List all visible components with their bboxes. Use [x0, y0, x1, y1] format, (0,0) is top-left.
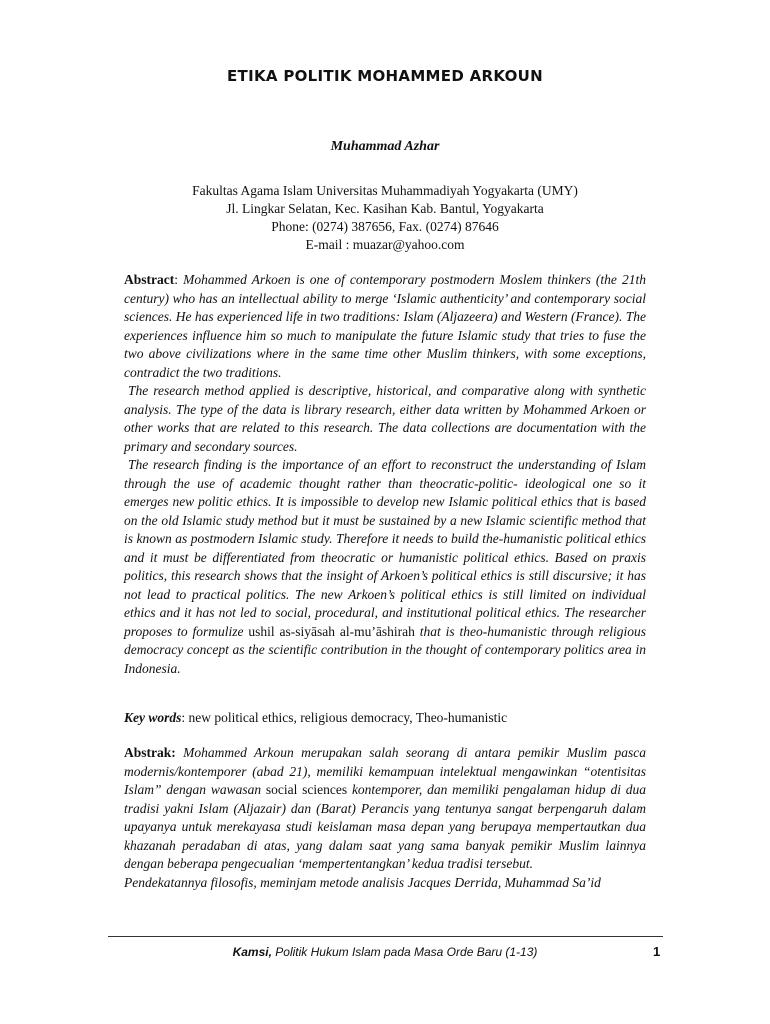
abstract-separator: :	[174, 272, 184, 287]
address-line: Jl. Lingkar Selatan, Kec. Kasihan Kab. Bantul, Yogyakarta	[226, 201, 544, 216]
footer-rule	[108, 936, 663, 937]
footer-title: Politik Hukum Islam pada Masa Orde Baru (1-13)	[271, 945, 538, 959]
keywords-separator: :	[181, 710, 189, 725]
abstrak-text-1a: Mohammed Arkoun merupakan salah seorang di antara pemikir Muslim pasca modernis/kontemporer (abad 21), memiliki kemampuan intelektual mengawinkan “otentisitas Islam” dengan wawasan	[124, 745, 646, 797]
abstract-paragraph-2: The research method applied is descriptive, historical, and comparative along with synthetic analysis. The type of the data is library research, either data written by Mohammed Arkoen or other works that are related to this research. The data collections are documentation with the primary and secondary sources.	[124, 383, 646, 454]
abstrak-paragraph-2: Pendekatannya filosofis, meminjam metode analisis Jacques Derrida, Muhammad Sa’id	[124, 874, 601, 890]
abstract-label: Abstract	[124, 272, 175, 287]
author-affiliation	[0, 182, 770, 254]
abstract-section	[124, 271, 646, 678]
keywords-text: new political ethics, religious democracy, Theo-humanistic	[188, 710, 508, 725]
social-sciences-term: social sciences	[265, 782, 348, 797]
abstract-text-1: Mohammed Arkoen is one of contemporary postmodern Moslem thinkers (the 21th century) who has an intellectual ability to merge ‘Islamic authenticity’ and contemporary social sciences. He has experienced life in two traditions: Islam (Aljazeera) and Western (France). The experiences influence him so much to manipulate the future Islamic study that tries to fuse the two above civilizations where in the same time other Muslim thinkers, with some exceptions, contradict the two traditions.	[124, 272, 646, 380]
affiliation-line: Fakultas Agama Islam Universitas Muhammadiyah Yogyakarta (UMY)	[192, 183, 578, 198]
keywords-label: Key words	[124, 710, 182, 725]
arabic-term: ushil as-siyāsah al-mu’āshirah	[243, 623, 420, 639]
author-name: Muhammad Azhar	[330, 139, 440, 154]
abstrak-paragraph-1	[124, 744, 646, 874]
keywords-section	[124, 709, 646, 728]
abstract-paragraph-1	[124, 271, 646, 382]
abstract-text-3a: The research finding is the importance of an effort to reconstruct the understanding of Islam through the use of academic thought rather than theocratic-politic- ideological one so it emerges new politic ethics. It is impossible to develop new Islamic political ethics that is based on the old Islamic study method but it must be sustained by a new Islamic scientific method that is known as postmodern Islamic study. Therefore it needs to build the-humanistic political ethics and it must be differentiated from theocratic or humanistic political ethics. Based on praxis politics, this research shows that the insight of Arkoen’s political ethics is still discursive; it has not lead to practical politics. The new Arkoen’s political ethics is still limited on individual ethics and it has not led to social, procedural, and institutional political ethics. The researcher proposes to formulize	[124, 457, 646, 639]
abstrak-section	[124, 744, 646, 892]
phone-line: Phone: (0274) 387656, Fax. (0274) 87646	[271, 219, 499, 234]
abstrak-text-1b: kontemporer, dan memiliki pengalaman hidup di dua tradisi yakni Islam (Aljazair) dan (Barat) Perancis yang tentunya sangat berpengaruh dalam upayanya untuk merekayasa studi keislaman masa depan yang berupaya mempertautkan dua khazanah peradaban di atas, yang dalam saat yang sama banyak pemikir Muslim lainnya dengan beberapa pengecualian ‘mempertentangkan’ kedua tradisi tersebut.	[124, 782, 647, 871]
page-number: 1	[653, 944, 661, 959]
abstract-paragraph-3	[124, 456, 646, 678]
paper-title: ETIKA POLITIK MOHAMMED ARKOUN	[227, 67, 543, 85]
footer-author: Kamsi,	[232, 945, 272, 959]
abstrak-label: Abstrak:	[124, 745, 176, 760]
keywords-line	[124, 709, 646, 728]
abstract-text-3b: that is theo-humanistic through religious democracy concept as the scientific contribution in the thought of contemporary politics area in Indonesia.	[124, 623, 646, 676]
email-line: E-mail : muazar@yahoo.com	[305, 237, 465, 252]
